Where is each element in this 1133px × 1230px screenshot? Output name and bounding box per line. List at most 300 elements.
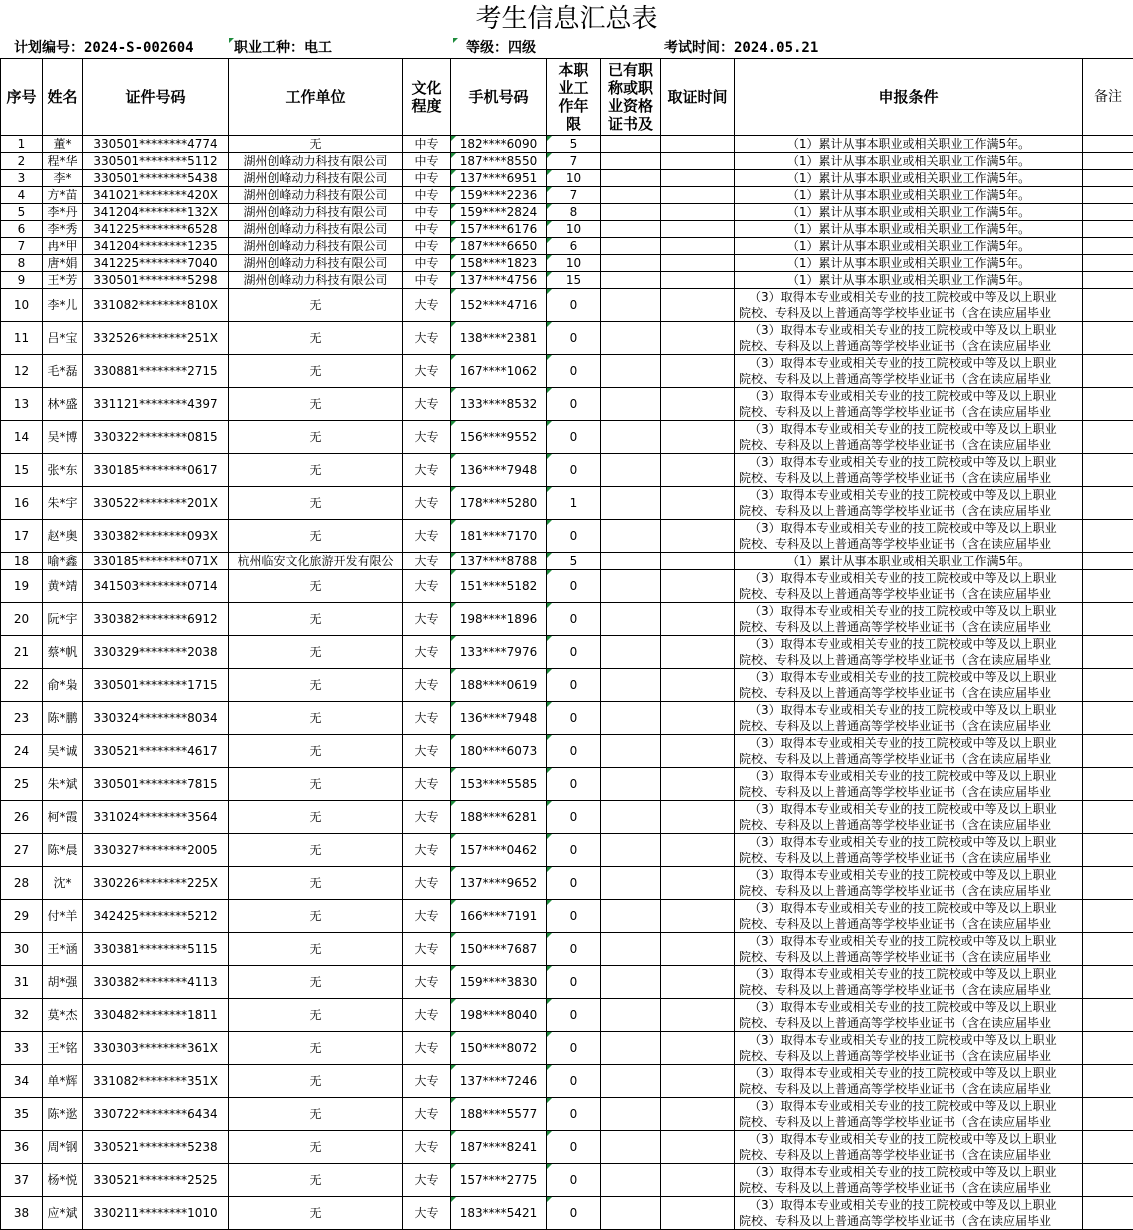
cell-years[interactable]: 0 xyxy=(547,1032,601,1065)
cell-id[interactable]: 330501********7815 xyxy=(83,768,229,801)
cell-id[interactable]: 330303********361X xyxy=(83,1032,229,1065)
cell-cert-date[interactable] xyxy=(661,170,735,187)
cell-name[interactable]: 张*东 xyxy=(43,454,83,487)
cell-name[interactable]: 莫*杰 xyxy=(43,999,83,1032)
cell-employer[interactable]: 无 xyxy=(229,999,403,1032)
cell-seq[interactable]: 11 xyxy=(1,322,43,355)
cell-education[interactable]: 中专 xyxy=(403,170,451,187)
cell-condition[interactable] xyxy=(735,768,1083,801)
cell-name[interactable]: 沈* xyxy=(43,867,83,900)
cell-id[interactable]: 330381********5115 xyxy=(83,933,229,966)
cell-cert[interactable] xyxy=(601,170,661,187)
cell-cert-date[interactable] xyxy=(661,421,735,454)
cell-id[interactable]: 330185********071X xyxy=(83,553,229,570)
cell-id[interactable]: 331082********351X xyxy=(83,1065,229,1098)
cell-cert[interactable] xyxy=(601,153,661,170)
cell-phone[interactable]: 198****1896 xyxy=(451,603,547,636)
cell-id[interactable]: 330382********093X xyxy=(83,520,229,553)
cell-phone[interactable]: 137****6951 xyxy=(451,170,547,187)
cell-id[interactable]: 341225********6528 xyxy=(83,221,229,238)
cell-seq[interactable]: 10 xyxy=(1,289,43,322)
cell-phone[interactable]: 136****7948 xyxy=(451,702,547,735)
cell-seq[interactable]: 6 xyxy=(1,221,43,238)
cell-cert[interactable] xyxy=(601,1164,661,1197)
cell-remark[interactable] xyxy=(1083,187,1133,204)
cell-remark[interactable] xyxy=(1083,603,1133,636)
cell-education[interactable]: 大专 xyxy=(403,735,451,768)
cell-cert[interactable] xyxy=(601,520,661,553)
cell-education[interactable]: 中专 xyxy=(403,153,451,170)
cell-condition[interactable] xyxy=(735,1065,1083,1098)
cell-condition[interactable] xyxy=(735,603,1083,636)
cell-condition[interactable]: （1）累计从事本职业或相关职业工作满5年。 xyxy=(735,204,1083,221)
cell-employer[interactable]: 无 xyxy=(229,669,403,702)
cell-education[interactable]: 中专 xyxy=(403,221,451,238)
cell-employer[interactable]: 无 xyxy=(229,702,403,735)
cell-seq[interactable]: 23 xyxy=(1,702,43,735)
cell-name[interactable]: 胡*强 xyxy=(43,966,83,999)
cell-id[interactable]: 330521********4617 xyxy=(83,735,229,768)
cell-cert-date[interactable] xyxy=(661,136,735,153)
cell-education[interactable]: 大专 xyxy=(403,322,451,355)
cell-employer[interactable]: 湖州创峰动力科技有限公司 xyxy=(229,187,403,204)
cell-name[interactable]: 李*儿 xyxy=(43,289,83,322)
cell-employer[interactable]: 湖州创峰动力科技有限公司 xyxy=(229,170,403,187)
cell-seq[interactable]: 13 xyxy=(1,388,43,421)
cell-name[interactable]: 黄*靖 xyxy=(43,570,83,603)
cell-education[interactable]: 大专 xyxy=(403,520,451,553)
cell-cert[interactable] xyxy=(601,1098,661,1131)
cell-condition[interactable] xyxy=(735,669,1083,702)
cell-seq[interactable]: 17 xyxy=(1,520,43,553)
cell-employer[interactable]: 无 xyxy=(229,1032,403,1065)
cell-cert-date[interactable] xyxy=(661,153,735,170)
cell-id[interactable]: 341204********132X xyxy=(83,204,229,221)
cell-name[interactable]: 董* xyxy=(43,136,83,153)
cell-id[interactable]: 330329********2038 xyxy=(83,636,229,669)
cell-remark[interactable] xyxy=(1083,933,1133,966)
cell-cert-date[interactable] xyxy=(661,570,735,603)
cell-years[interactable]: 0 xyxy=(547,702,601,735)
cell-condition[interactable] xyxy=(735,570,1083,603)
cell-remark[interactable] xyxy=(1083,867,1133,900)
cell-years[interactable]: 0 xyxy=(547,1065,601,1098)
cell-condition[interactable]: （1）累计从事本职业或相关职业工作满5年。 xyxy=(735,221,1083,238)
cell-condition[interactable]: （1）累计从事本职业或相关职业工作满5年。 xyxy=(735,272,1083,289)
cell-education[interactable]: 大专 xyxy=(403,1131,451,1164)
cell-condition[interactable] xyxy=(735,900,1083,933)
header-name[interactable]: 姓名 xyxy=(43,59,83,136)
cell-years[interactable]: 0 xyxy=(547,1131,601,1164)
cell-cert-date[interactable] xyxy=(661,520,735,553)
cell-name[interactable]: 李*丹 xyxy=(43,204,83,221)
cell-cert-date[interactable] xyxy=(661,322,735,355)
cell-cert-date[interactable] xyxy=(661,388,735,421)
cell-seq[interactable]: 29 xyxy=(1,900,43,933)
cell-cert[interactable] xyxy=(601,867,661,900)
cell-education[interactable]: 大专 xyxy=(403,867,451,900)
cell-phone[interactable]: 152****4716 xyxy=(451,289,547,322)
cell-condition[interactable]: （1）累计从事本职业或相关职业工作满5年。 xyxy=(735,187,1083,204)
cell-employer[interactable]: 无 xyxy=(229,289,403,322)
cell-education[interactable]: 中专 xyxy=(403,272,451,289)
cell-phone[interactable]: 137****9652 xyxy=(451,867,547,900)
cell-years[interactable]: 0 xyxy=(547,603,601,636)
cell-employer[interactable]: 无 xyxy=(229,570,403,603)
cell-years[interactable]: 0 xyxy=(547,289,601,322)
cell-employer[interactable]: 无 xyxy=(229,636,403,669)
cell-phone[interactable]: 180****6073 xyxy=(451,735,547,768)
cell-education[interactable]: 大专 xyxy=(403,801,451,834)
cell-condition[interactable] xyxy=(735,834,1083,867)
cell-seq[interactable]: 21 xyxy=(1,636,43,669)
cell-seq[interactable]: 37 xyxy=(1,1164,43,1197)
cell-years[interactable]: 15 xyxy=(547,272,601,289)
cell-remark[interactable] xyxy=(1083,900,1133,933)
cell-name[interactable]: 林*盛 xyxy=(43,388,83,421)
cell-name[interactable]: 应*斌 xyxy=(43,1197,83,1230)
cell-years[interactable]: 6 xyxy=(547,238,601,255)
cell-education[interactable]: 大专 xyxy=(403,388,451,421)
cell-condition[interactable] xyxy=(735,1098,1083,1131)
cell-phone[interactable]: 150****8072 xyxy=(451,1032,547,1065)
cell-years[interactable]: 0 xyxy=(547,669,601,702)
cell-phone[interactable]: 187****8550 xyxy=(451,153,547,170)
cell-employer[interactable]: 湖州创峰动力科技有限公司 xyxy=(229,204,403,221)
cell-condition[interactable] xyxy=(735,636,1083,669)
cell-seq[interactable]: 31 xyxy=(1,966,43,999)
cell-seq[interactable]: 35 xyxy=(1,1098,43,1131)
cell-phone[interactable]: 158****1823 xyxy=(451,255,547,272)
cell-education[interactable]: 大专 xyxy=(403,702,451,735)
cell-remark[interactable] xyxy=(1083,238,1133,255)
cell-employer[interactable]: 无 xyxy=(229,322,403,355)
cell-remark[interactable] xyxy=(1083,570,1133,603)
cell-cert[interactable] xyxy=(601,669,661,702)
cell-cert-date[interactable] xyxy=(661,187,735,204)
cell-education[interactable]: 大专 xyxy=(403,1164,451,1197)
cell-condition[interactable] xyxy=(735,999,1083,1032)
cell-years[interactable]: 0 xyxy=(547,1164,601,1197)
cell-employer[interactable]: 无 xyxy=(229,1098,403,1131)
cell-cert-date[interactable] xyxy=(661,553,735,570)
cell-cert-date[interactable] xyxy=(661,603,735,636)
cell-phone[interactable]: 159****3830 xyxy=(451,966,547,999)
cell-name[interactable]: 陈*逖 xyxy=(43,1098,83,1131)
cell-name[interactable]: 阮*宇 xyxy=(43,603,83,636)
cell-remark[interactable] xyxy=(1083,999,1133,1032)
cell-years[interactable]: 0 xyxy=(547,520,601,553)
cell-remark[interactable] xyxy=(1083,221,1133,238)
cell-seq[interactable]: 19 xyxy=(1,570,43,603)
cell-cert-date[interactable] xyxy=(661,966,735,999)
cell-remark[interactable] xyxy=(1083,355,1133,388)
cell-remark[interactable] xyxy=(1083,1098,1133,1131)
cell-remark[interactable] xyxy=(1083,1197,1133,1230)
cell-cert-date[interactable] xyxy=(661,272,735,289)
cell-education[interactable]: 大专 xyxy=(403,900,451,933)
cell-cert[interactable] xyxy=(601,322,661,355)
cell-name[interactable]: 李*秀 xyxy=(43,221,83,238)
cell-name[interactable]: 柯*霞 xyxy=(43,801,83,834)
cell-seq[interactable]: 9 xyxy=(1,272,43,289)
cell-id[interactable]: 331024********3564 xyxy=(83,801,229,834)
cell-seq[interactable]: 16 xyxy=(1,487,43,520)
cell-phone[interactable]: 151****5182 xyxy=(451,570,547,603)
cell-id[interactable]: 330322********0815 xyxy=(83,421,229,454)
cell-remark[interactable] xyxy=(1083,272,1133,289)
cell-cert-date[interactable] xyxy=(661,867,735,900)
cell-id[interactable]: 331082********810X xyxy=(83,289,229,322)
cell-phone[interactable]: 150****7687 xyxy=(451,933,547,966)
cell-years[interactable]: 0 xyxy=(547,933,601,966)
cell-id[interactable]: 332526********251X xyxy=(83,322,229,355)
cell-employer[interactable]: 湖州创峰动力科技有限公司 xyxy=(229,221,403,238)
cell-cert[interactable] xyxy=(601,1065,661,1098)
cell-employer[interactable]: 无 xyxy=(229,421,403,454)
cell-phone[interactable]: 188****0619 xyxy=(451,669,547,702)
cell-phone[interactable]: 138****2381 xyxy=(451,322,547,355)
cell-employer[interactable]: 无 xyxy=(229,520,403,553)
cell-name[interactable]: 赵*奥 xyxy=(43,520,83,553)
cell-remark[interactable] xyxy=(1083,454,1133,487)
cell-employer[interactable]: 湖州创峰动力科技有限公司 xyxy=(229,272,403,289)
cell-cert-date[interactable] xyxy=(661,768,735,801)
cell-years[interactable]: 0 xyxy=(547,834,601,867)
cell-education[interactable]: 大专 xyxy=(403,570,451,603)
cell-name[interactable]: 唐*娟 xyxy=(43,255,83,272)
cell-name[interactable]: 吕*宝 xyxy=(43,322,83,355)
cell-remark[interactable] xyxy=(1083,768,1133,801)
cell-cert[interactable] xyxy=(601,487,661,520)
cell-remark[interactable] xyxy=(1083,1164,1133,1197)
header-seq[interactable]: 序号 xyxy=(1,59,43,136)
cell-years[interactable]: 0 xyxy=(547,1197,601,1230)
cell-education[interactable]: 大专 xyxy=(403,834,451,867)
cell-phone[interactable]: 183****5421 xyxy=(451,1197,547,1230)
cell-name[interactable]: 吴*诚 xyxy=(43,735,83,768)
cell-education[interactable]: 中专 xyxy=(403,255,451,272)
cell-id[interactable]: 330722********6434 xyxy=(83,1098,229,1131)
cell-condition[interactable]: （1）累计从事本职业或相关职业工作满5年。 xyxy=(735,170,1083,187)
cell-remark[interactable] xyxy=(1083,801,1133,834)
cell-cert[interactable] xyxy=(601,834,661,867)
cell-id[interactable]: 330185********0617 xyxy=(83,454,229,487)
cell-cert[interactable] xyxy=(601,999,661,1032)
cell-employer[interactable]: 无 xyxy=(229,1197,403,1230)
cell-employer[interactable]: 无 xyxy=(229,603,403,636)
cell-years[interactable]: 0 xyxy=(547,801,601,834)
cell-cert[interactable] xyxy=(601,570,661,603)
cell-phone[interactable]: 159****2824 xyxy=(451,204,547,221)
cell-seq[interactable]: 14 xyxy=(1,421,43,454)
cell-education[interactable]: 中专 xyxy=(403,136,451,153)
cell-cert-date[interactable] xyxy=(661,1098,735,1131)
cell-phone[interactable]: 157****6176 xyxy=(451,221,547,238)
cell-remark[interactable] xyxy=(1083,322,1133,355)
cell-condition[interactable]: （1）累计从事本职业或相关职业工作满5年。 xyxy=(735,553,1083,570)
cell-cert-date[interactable] xyxy=(661,636,735,669)
header-phone[interactable]: 手机号码 xyxy=(451,59,547,136)
cell-id[interactable]: 330482********1811 xyxy=(83,999,229,1032)
cell-condition[interactable]: （1）累计从事本职业或相关职业工作满5年。 xyxy=(735,153,1083,170)
cell-seq[interactable]: 4 xyxy=(1,187,43,204)
cell-remark[interactable] xyxy=(1083,553,1133,570)
cell-years[interactable]: 10 xyxy=(547,221,601,238)
cell-years[interactable]: 0 xyxy=(547,735,601,768)
cell-employer[interactable]: 无 xyxy=(229,966,403,999)
cell-remark[interactable] xyxy=(1083,1032,1133,1065)
cell-seq[interactable]: 33 xyxy=(1,1032,43,1065)
cell-cert[interactable] xyxy=(601,238,661,255)
cell-seq[interactable]: 34 xyxy=(1,1065,43,1098)
cell-phone[interactable]: 156****9552 xyxy=(451,421,547,454)
cell-condition[interactable] xyxy=(735,867,1083,900)
cell-seq[interactable]: 30 xyxy=(1,933,43,966)
cell-id[interactable]: 330501********5298 xyxy=(83,272,229,289)
cell-employer[interactable]: 无 xyxy=(229,867,403,900)
cell-seq[interactable]: 27 xyxy=(1,834,43,867)
cell-condition[interactable]: （1）累计从事本职业或相关职业工作满5年。 xyxy=(735,238,1083,255)
cell-employer[interactable]: 无 xyxy=(229,735,403,768)
cell-employer[interactable]: 无 xyxy=(229,1065,403,1098)
cell-cert[interactable] xyxy=(601,1197,661,1230)
cell-seq[interactable]: 25 xyxy=(1,768,43,801)
cell-name[interactable]: 方*苗 xyxy=(43,187,83,204)
cell-employer[interactable]: 无 xyxy=(229,834,403,867)
cell-cert-date[interactable] xyxy=(661,735,735,768)
cell-cert-date[interactable] xyxy=(661,204,735,221)
cell-education[interactable]: 大专 xyxy=(403,1065,451,1098)
cell-id[interactable]: 341204********1235 xyxy=(83,238,229,255)
cell-seq[interactable]: 8 xyxy=(1,255,43,272)
cell-condition[interactable] xyxy=(735,388,1083,421)
cell-employer[interactable]: 无 xyxy=(229,355,403,388)
cell-education[interactable]: 大专 xyxy=(403,669,451,702)
cell-cert-date[interactable] xyxy=(661,238,735,255)
cell-cert-date[interactable] xyxy=(661,454,735,487)
cell-condition[interactable] xyxy=(735,487,1083,520)
cell-name[interactable]: 俞*枭 xyxy=(43,669,83,702)
cell-name[interactable]: 朱*斌 xyxy=(43,768,83,801)
cell-remark[interactable] xyxy=(1083,170,1133,187)
cell-seq[interactable]: 3 xyxy=(1,170,43,187)
cell-cert-date[interactable] xyxy=(661,801,735,834)
cell-seq[interactable]: 18 xyxy=(1,553,43,570)
cell-years[interactable]: 0 xyxy=(547,966,601,999)
cell-education[interactable]: 大专 xyxy=(403,454,451,487)
cell-years[interactable]: 0 xyxy=(547,355,601,388)
cell-cert-date[interactable] xyxy=(661,1164,735,1197)
cell-remark[interactable] xyxy=(1083,289,1133,322)
cell-name[interactable]: 毛*磊 xyxy=(43,355,83,388)
cell-education[interactable]: 大专 xyxy=(403,1197,451,1230)
cell-education[interactable]: 中专 xyxy=(403,204,451,221)
cell-cert[interactable] xyxy=(601,255,661,272)
cell-name[interactable]: 杨*悦 xyxy=(43,1164,83,1197)
cell-years[interactable]: 0 xyxy=(547,768,601,801)
cell-remark[interactable] xyxy=(1083,636,1133,669)
cell-years[interactable]: 0 xyxy=(547,570,601,603)
cell-id[interactable]: 330382********4113 xyxy=(83,966,229,999)
cell-cert[interactable] xyxy=(601,221,661,238)
cell-phone[interactable]: 157****0462 xyxy=(451,834,547,867)
cell-years[interactable]: 0 xyxy=(547,867,601,900)
cell-years[interactable]: 1 xyxy=(547,487,601,520)
cell-remark[interactable] xyxy=(1083,1065,1133,1098)
cell-employer[interactable]: 湖州创峰动力科技有限公司 xyxy=(229,238,403,255)
cell-education[interactable]: 大专 xyxy=(403,355,451,388)
cell-years[interactable]: 5 xyxy=(547,136,601,153)
cell-phone[interactable]: 187****6650 xyxy=(451,238,547,255)
cell-cert[interactable] xyxy=(601,966,661,999)
header-employer[interactable]: 工作单位 xyxy=(229,59,403,136)
cell-condition[interactable] xyxy=(735,702,1083,735)
cell-phone[interactable]: 166****7191 xyxy=(451,900,547,933)
cell-phone[interactable]: 198****8040 xyxy=(451,999,547,1032)
cell-cert[interactable] xyxy=(601,421,661,454)
header-id[interactable]: 证件号码 xyxy=(83,59,229,136)
cell-education[interactable]: 中专 xyxy=(403,187,451,204)
cell-condition[interactable] xyxy=(735,1164,1083,1197)
cell-seq[interactable]: 15 xyxy=(1,454,43,487)
cell-id[interactable]: 330501********5112 xyxy=(83,153,229,170)
cell-years[interactable]: 0 xyxy=(547,636,601,669)
cell-phone[interactable]: 181****7170 xyxy=(451,520,547,553)
cell-education[interactable]: 大专 xyxy=(403,768,451,801)
cell-id[interactable]: 331121********4397 xyxy=(83,388,229,421)
cell-condition[interactable] xyxy=(735,322,1083,355)
cell-name[interactable]: 单*辉 xyxy=(43,1065,83,1098)
cell-remark[interactable] xyxy=(1083,255,1133,272)
cell-employer[interactable]: 无 xyxy=(229,487,403,520)
cell-id[interactable]: 330501********5438 xyxy=(83,170,229,187)
cell-cert-date[interactable] xyxy=(661,900,735,933)
cell-phone[interactable]: 137****8788 xyxy=(451,553,547,570)
cell-cert[interactable] xyxy=(601,355,661,388)
cell-id[interactable]: 341021********420X xyxy=(83,187,229,204)
cell-condition[interactable] xyxy=(735,520,1083,553)
cell-remark[interactable] xyxy=(1083,487,1133,520)
cell-phone[interactable]: 188****5577 xyxy=(451,1098,547,1131)
cell-name[interactable]: 王*涵 xyxy=(43,933,83,966)
cell-condition[interactable]: （1）累计从事本职业或相关职业工作满5年。 xyxy=(735,136,1083,153)
cell-remark[interactable] xyxy=(1083,735,1133,768)
cell-name[interactable]: 程*华 xyxy=(43,153,83,170)
cell-cert[interactable] xyxy=(601,636,661,669)
cell-cert[interactable] xyxy=(601,801,661,834)
cell-cert[interactable] xyxy=(601,187,661,204)
cell-condition[interactable] xyxy=(735,1131,1083,1164)
cell-cert[interactable] xyxy=(601,272,661,289)
cell-cert[interactable] xyxy=(601,1131,661,1164)
cell-name[interactable]: 吴*博 xyxy=(43,421,83,454)
cell-remark[interactable] xyxy=(1083,669,1133,702)
cell-id[interactable]: 330226********225X xyxy=(83,867,229,900)
cell-name[interactable]: 喻*鑫 xyxy=(43,553,83,570)
cell-cert-date[interactable] xyxy=(661,834,735,867)
cell-cert[interactable] xyxy=(601,289,661,322)
cell-cert-date[interactable] xyxy=(661,289,735,322)
cell-cert-date[interactable] xyxy=(661,933,735,966)
cell-name[interactable]: 陈*晨 xyxy=(43,834,83,867)
cell-cert[interactable] xyxy=(601,553,661,570)
cell-employer[interactable]: 无 xyxy=(229,900,403,933)
cell-id[interactable]: 330324********8034 xyxy=(83,702,229,735)
cell-id[interactable]: 330211********1010 xyxy=(83,1197,229,1230)
cell-cert-date[interactable] xyxy=(661,999,735,1032)
cell-remark[interactable] xyxy=(1083,702,1133,735)
